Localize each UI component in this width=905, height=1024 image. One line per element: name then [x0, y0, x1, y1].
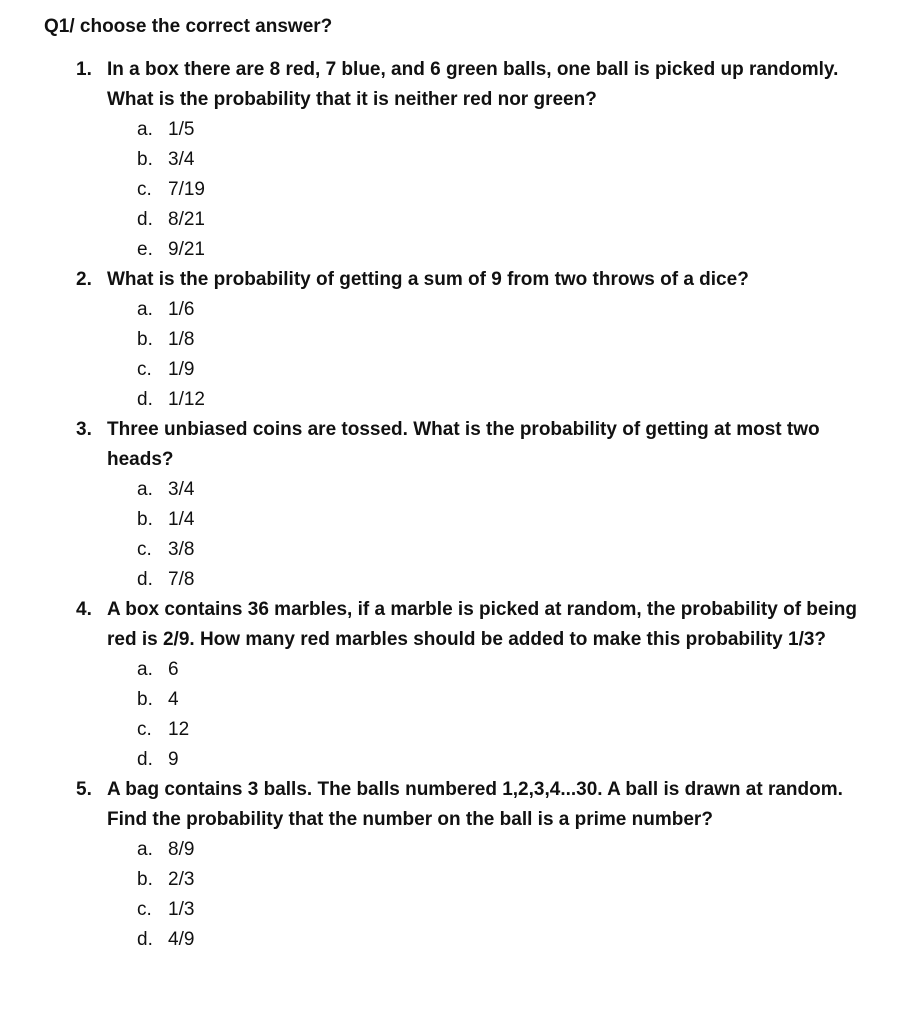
option-letter: e.	[137, 239, 153, 260]
question-number: 1.	[76, 59, 92, 80]
option-value: 1/6	[168, 299, 195, 320]
answer-option	[0, 115, 905, 145]
question-stem	[0, 55, 905, 115]
option-letter: b.	[137, 509, 153, 530]
question-number: 3.	[76, 419, 92, 440]
answer-option	[0, 895, 905, 925]
answer-option	[0, 655, 905, 685]
option-letter: c.	[137, 719, 152, 740]
question-list	[0, 55, 905, 955]
question-number: 5.	[76, 779, 92, 800]
option-letter: c.	[137, 539, 152, 560]
option-value: 1/4	[168, 509, 195, 530]
option-value: 9/21	[168, 239, 205, 260]
question-text: A box contains 36 marbles, if a marble is picked at random, the probability of being red is 2/9. How many red marbles should be added to make this probability 1/3?	[107, 599, 857, 650]
option-letter: a.	[137, 659, 153, 680]
option-letter: b.	[137, 329, 153, 350]
option-value: 6	[168, 659, 179, 680]
option-letter: d.	[137, 929, 153, 950]
answer-option	[0, 205, 905, 235]
option-letter: d.	[137, 209, 153, 230]
option-value: 1/9	[168, 359, 195, 380]
option-value: 4/9	[168, 929, 195, 950]
option-letter: d.	[137, 569, 153, 590]
option-letter: a.	[137, 299, 153, 320]
answer-option	[0, 715, 905, 745]
answer-options	[0, 115, 905, 265]
option-letter: a.	[137, 479, 153, 500]
answer-option	[0, 505, 905, 535]
question-1	[0, 55, 905, 265]
question-number: 4.	[76, 599, 92, 620]
option-value: 8/9	[168, 839, 195, 860]
answer-option	[0, 685, 905, 715]
option-value: 4	[168, 689, 179, 710]
option-value: 3/4	[168, 479, 195, 500]
question-stem	[0, 265, 905, 295]
option-letter: a.	[137, 839, 153, 860]
option-letter: b.	[137, 869, 153, 890]
option-value: 2/3	[168, 869, 195, 890]
answer-option	[0, 145, 905, 175]
answer-options	[0, 655, 905, 775]
answer-option	[0, 175, 905, 205]
option-letter: c.	[137, 179, 152, 200]
question-text: In a box there are 8 red, 7 blue, and 6 green balls, one ball is picked up randomly. What is the probability that it is neither red nor green?	[107, 59, 839, 110]
question-stem	[0, 775, 905, 835]
option-value: 9	[168, 749, 179, 770]
answer-option	[0, 925, 905, 955]
option-value: 1/5	[168, 119, 195, 140]
question-number: 2.	[76, 269, 92, 290]
answer-option	[0, 535, 905, 565]
option-letter: c.	[137, 899, 152, 920]
answer-option	[0, 355, 905, 385]
answer-options	[0, 475, 905, 595]
option-value: 7/19	[168, 179, 205, 200]
answer-options	[0, 295, 905, 415]
option-letter: b.	[137, 689, 153, 710]
answer-option	[0, 865, 905, 895]
option-letter: c.	[137, 359, 152, 380]
option-value: 8/21	[168, 209, 205, 230]
answer-option	[0, 565, 905, 595]
option-value: 3/4	[168, 149, 195, 170]
answer-option	[0, 325, 905, 355]
question-5	[0, 775, 905, 955]
option-letter: d.	[137, 389, 153, 410]
option-letter: a.	[137, 119, 153, 140]
answer-option	[0, 475, 905, 505]
question-2	[0, 265, 905, 415]
option-value: 1/12	[168, 389, 205, 410]
question-text: What is the probability of getting a sum of 9 from two throws of a dice?	[107, 269, 749, 290]
answer-option	[0, 745, 905, 775]
answer-option	[0, 295, 905, 325]
section-heading: Q1/ choose the correct answer?	[44, 16, 333, 37]
question-stem	[0, 415, 905, 475]
question-stem	[0, 595, 905, 655]
option-value: 12	[168, 719, 190, 740]
question-text: Three unbiased coins are tossed. What is the probability of getting at most two heads?	[107, 419, 820, 470]
option-letter: d.	[137, 749, 153, 770]
option-value: 7/8	[168, 569, 195, 590]
answer-option	[0, 385, 905, 415]
option-letter: b.	[137, 149, 153, 170]
answer-option	[0, 835, 905, 865]
answer-option	[0, 235, 905, 265]
option-value: 1/8	[168, 329, 195, 350]
question-4	[0, 595, 905, 775]
question-text: A bag contains 3 balls. The balls numbered 1,2,3,4...30. A ball is drawn at random. Find the probability that the number on the ball is a prime number?	[107, 779, 843, 830]
option-value: 3/8	[168, 539, 195, 560]
answer-options	[0, 835, 905, 955]
option-value: 1/3	[168, 899, 195, 920]
question-3	[0, 415, 905, 595]
